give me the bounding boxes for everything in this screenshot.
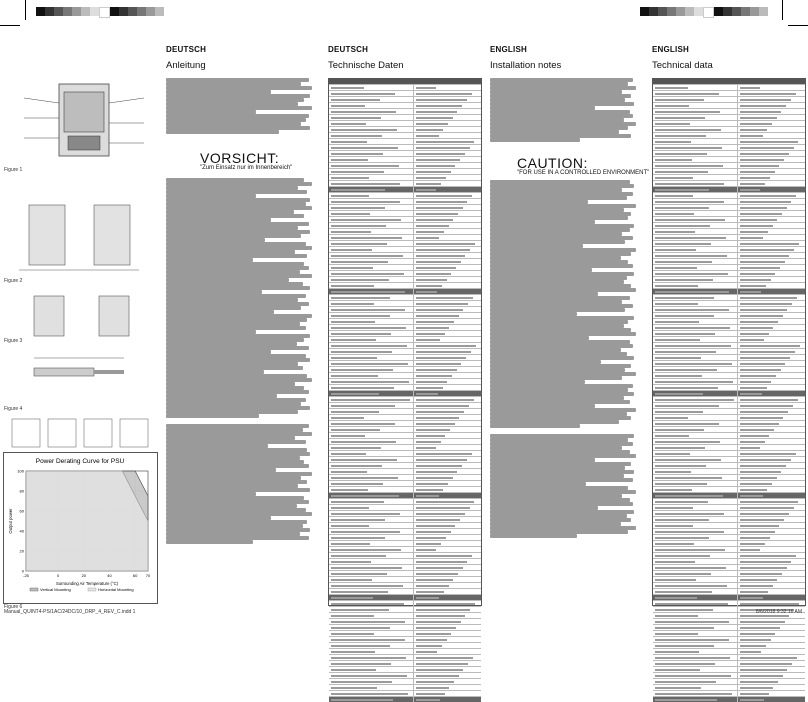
y-axis-label: Output power bbox=[8, 508, 13, 534]
spec-row bbox=[329, 168, 481, 174]
spec-row bbox=[653, 462, 805, 468]
spec-row bbox=[653, 360, 805, 366]
spec-row bbox=[653, 246, 805, 252]
legend-label: Vertical Mounting bbox=[40, 587, 71, 592]
spec-row bbox=[329, 432, 481, 438]
spec-row bbox=[653, 504, 805, 510]
spec-row bbox=[329, 396, 481, 402]
column-title: Installation notes bbox=[490, 60, 562, 71]
spec-row bbox=[329, 474, 481, 480]
y-tick-label: 0 bbox=[21, 568, 24, 574]
spec-row bbox=[653, 282, 805, 288]
spec-row bbox=[329, 456, 481, 462]
spec-row bbox=[653, 366, 805, 372]
spec-row bbox=[653, 432, 805, 438]
spec-row bbox=[653, 288, 805, 294]
spec-row bbox=[653, 108, 805, 114]
spec-row bbox=[653, 264, 805, 270]
spec-row bbox=[329, 222, 481, 228]
spec-row bbox=[653, 186, 805, 192]
figure-label: Figure 4 bbox=[4, 406, 23, 412]
spec-row bbox=[329, 468, 481, 474]
figure-1 bbox=[4, 78, 154, 170]
spec-row bbox=[329, 582, 481, 588]
spec-row bbox=[653, 576, 805, 582]
spec-row bbox=[653, 522, 805, 528]
spec-row bbox=[329, 630, 481, 636]
spec-row bbox=[653, 558, 805, 564]
spec-row bbox=[329, 246, 481, 252]
spec-row bbox=[653, 384, 805, 390]
spec-row bbox=[653, 672, 805, 678]
spec-row bbox=[653, 300, 805, 306]
spec-row bbox=[653, 582, 805, 588]
spec-row bbox=[653, 192, 805, 198]
spec-row bbox=[329, 546, 481, 552]
spec-row bbox=[653, 642, 805, 648]
spec-row bbox=[653, 114, 805, 120]
spec-row bbox=[329, 678, 481, 684]
spec-row bbox=[329, 126, 481, 132]
spec-row bbox=[653, 156, 805, 162]
spec-row bbox=[329, 690, 481, 696]
spec-row bbox=[329, 252, 481, 258]
spec-row bbox=[329, 318, 481, 324]
figure-5 bbox=[4, 415, 154, 453]
y-tick-label: 80 bbox=[19, 488, 24, 494]
spec-row bbox=[329, 414, 481, 420]
spec-row bbox=[653, 600, 805, 606]
spec-row bbox=[329, 210, 481, 216]
spec-row bbox=[329, 570, 481, 576]
warning-subtitle: "Zum Einsatz nur im Innenbereich" bbox=[200, 165, 293, 171]
color-registration-bar-left bbox=[36, 7, 164, 16]
spec-row bbox=[329, 348, 481, 354]
spec-row bbox=[329, 552, 481, 558]
spec-row bbox=[653, 126, 805, 132]
spec-row bbox=[329, 198, 481, 204]
spec-row bbox=[329, 516, 481, 522]
column-language: ENGLISH bbox=[652, 45, 689, 54]
x-tick-label: 40 bbox=[107, 573, 112, 578]
crop-mark bbox=[25, 0, 26, 20]
spec-row bbox=[653, 354, 805, 360]
series-area bbox=[26, 471, 148, 571]
spec-row bbox=[329, 354, 481, 360]
spec-row bbox=[653, 456, 805, 462]
figure-3 bbox=[4, 290, 154, 342]
spec-row bbox=[329, 486, 481, 492]
spec-row bbox=[653, 426, 805, 432]
spec-row bbox=[653, 630, 805, 636]
rail-drawing-icon bbox=[4, 290, 154, 342]
spec-row bbox=[653, 636, 805, 642]
footer-file-info: Manual_QUINT4-PS/1AC/24DC/10_DRP_4_REV_C.indd 1 bbox=[4, 609, 136, 615]
spec-row bbox=[329, 330, 481, 336]
spec-row bbox=[653, 618, 805, 624]
spec-row bbox=[653, 138, 805, 144]
spec-row bbox=[653, 342, 805, 348]
spec-row bbox=[653, 198, 805, 204]
spec-row bbox=[329, 600, 481, 606]
crop-mark bbox=[788, 25, 808, 26]
spec-row bbox=[653, 654, 805, 660]
spec-row bbox=[653, 228, 805, 234]
spec-row bbox=[653, 444, 805, 450]
spec-row bbox=[653, 216, 805, 222]
y-tick-label: 20 bbox=[19, 548, 24, 554]
spec-row bbox=[653, 120, 805, 126]
column-title: Technische Daten bbox=[328, 60, 404, 71]
column-language: DEUTSCH bbox=[328, 45, 369, 54]
spec-row bbox=[329, 606, 481, 612]
spec-row bbox=[329, 360, 481, 366]
spec-row bbox=[329, 108, 481, 114]
x-tick-label: 0 bbox=[56, 573, 60, 578]
spec-row bbox=[653, 498, 805, 504]
figure-label: Figure 2 bbox=[4, 278, 23, 284]
spec-row bbox=[653, 468, 805, 474]
spec-row bbox=[329, 618, 481, 624]
spec-row bbox=[653, 696, 805, 702]
spec-row bbox=[653, 84, 805, 90]
wire-strip-drawing-icon bbox=[4, 350, 154, 410]
spec-row bbox=[653, 306, 805, 312]
body-text-de-install bbox=[166, 78, 316, 134]
spec-row bbox=[329, 660, 481, 666]
spec-row bbox=[653, 438, 805, 444]
warning-title: CAUTION: bbox=[517, 155, 588, 171]
legend-label: Horizontal Mounting bbox=[98, 587, 134, 592]
warning-subtitle: "FOR USE IN A CONTROLLED ENVIRONMENT" bbox=[517, 170, 650, 176]
spec-row bbox=[653, 90, 805, 96]
spec-row bbox=[653, 510, 805, 516]
crop-mark bbox=[0, 25, 20, 26]
wiring-diagram-icon bbox=[4, 415, 154, 453]
spec-row bbox=[329, 402, 481, 408]
spec-row bbox=[329, 372, 481, 378]
spec-row bbox=[653, 258, 805, 264]
spec-row bbox=[329, 90, 481, 96]
spec-row bbox=[329, 138, 481, 144]
spec-row bbox=[653, 402, 805, 408]
spec-row bbox=[653, 324, 805, 330]
body-text-en-install-2 bbox=[490, 180, 640, 538]
spec-row bbox=[329, 366, 481, 372]
figure-label: Figure 1 bbox=[4, 167, 23, 173]
spec-row bbox=[653, 210, 805, 216]
spec-row bbox=[653, 318, 805, 324]
figure-label: Figure 6 bbox=[4, 604, 23, 610]
figure-4 bbox=[4, 350, 154, 410]
body-text-en-install bbox=[490, 78, 640, 142]
spec-row bbox=[329, 342, 481, 348]
spec-row bbox=[329, 288, 481, 294]
spec-row bbox=[653, 96, 805, 102]
figure-label: Figure 3 bbox=[4, 338, 23, 344]
x-axis-label: Surrounding Air Temperature (°C) bbox=[55, 581, 119, 586]
spec-row bbox=[653, 372, 805, 378]
spec-row bbox=[329, 588, 481, 594]
spec-row bbox=[653, 204, 805, 210]
spec-row bbox=[653, 174, 805, 180]
spec-row bbox=[329, 186, 481, 192]
spec-row bbox=[329, 408, 481, 414]
spec-row bbox=[329, 384, 481, 390]
derating-chart bbox=[3, 452, 158, 604]
spec-row bbox=[329, 216, 481, 222]
legend-swatch bbox=[30, 588, 38, 591]
spec-row bbox=[653, 420, 805, 426]
y-tick-label: 100 bbox=[17, 468, 24, 474]
spec-row bbox=[653, 390, 805, 396]
spec-row bbox=[653, 648, 805, 654]
spec-row bbox=[653, 546, 805, 552]
spec-row bbox=[329, 84, 481, 90]
spec-table-en bbox=[652, 78, 806, 606]
spec-row bbox=[329, 270, 481, 276]
spec-row bbox=[329, 234, 481, 240]
spec-row bbox=[653, 570, 805, 576]
spec-row bbox=[653, 486, 805, 492]
spec-row bbox=[653, 552, 805, 558]
spec-row bbox=[329, 276, 481, 282]
legend-swatch bbox=[88, 588, 96, 591]
spec-row bbox=[329, 642, 481, 648]
spec-row bbox=[329, 390, 481, 396]
spec-row bbox=[653, 624, 805, 630]
spec-row bbox=[653, 474, 805, 480]
mounting-drawing-icon bbox=[4, 200, 154, 280]
spec-row bbox=[653, 252, 805, 258]
spec-row bbox=[329, 612, 481, 618]
spec-row bbox=[653, 660, 805, 666]
spec-row bbox=[329, 300, 481, 306]
crop-mark bbox=[782, 0, 783, 20]
footer-timestamp: 8/6/2018 9:32:16 AM bbox=[755, 609, 802, 615]
spec-row bbox=[653, 168, 805, 174]
spec-row bbox=[329, 684, 481, 690]
spec-row bbox=[653, 330, 805, 336]
color-registration-bar-right bbox=[640, 7, 768, 16]
spec-row bbox=[329, 294, 481, 300]
spec-row bbox=[329, 510, 481, 516]
spec-row bbox=[653, 450, 805, 456]
spec-row bbox=[653, 270, 805, 276]
spec-row bbox=[329, 672, 481, 678]
x-tick-label: 70 bbox=[145, 573, 151, 578]
chart-title: Power Derating Curve for PSU bbox=[35, 458, 125, 465]
spec-row bbox=[653, 540, 805, 546]
spec-row bbox=[653, 690, 805, 696]
column-language: DEUTSCH bbox=[166, 45, 207, 54]
spec-row bbox=[329, 132, 481, 138]
column-title: Anleitung bbox=[166, 60, 206, 71]
spec-row bbox=[329, 666, 481, 672]
spec-row bbox=[329, 438, 481, 444]
spec-row bbox=[653, 480, 805, 486]
spec-row bbox=[653, 234, 805, 240]
spec-row bbox=[653, 564, 805, 570]
spec-row bbox=[329, 180, 481, 186]
spec-row bbox=[329, 192, 481, 198]
spec-row bbox=[329, 96, 481, 102]
spec-row bbox=[329, 378, 481, 384]
x-tick-label: 20 bbox=[81, 573, 87, 578]
spec-row bbox=[329, 564, 481, 570]
spec-row bbox=[329, 522, 481, 528]
spec-row bbox=[329, 240, 481, 246]
spec-row bbox=[329, 120, 481, 126]
spec-row bbox=[653, 414, 805, 420]
spec-row bbox=[329, 258, 481, 264]
spec-row bbox=[329, 624, 481, 630]
spec-row bbox=[329, 114, 481, 120]
y-tick-label: 40 bbox=[19, 528, 24, 534]
spec-row bbox=[653, 516, 805, 522]
spec-row bbox=[329, 462, 481, 468]
spec-row bbox=[329, 282, 481, 288]
spec-row bbox=[653, 294, 805, 300]
spec-row bbox=[653, 222, 805, 228]
column-title: Technical data bbox=[652, 60, 713, 71]
y-tick-label: 60 bbox=[19, 508, 24, 514]
spec-row bbox=[329, 312, 481, 318]
spec-row bbox=[653, 336, 805, 342]
spec-row bbox=[329, 648, 481, 654]
spec-row bbox=[329, 636, 481, 642]
figure-2 bbox=[4, 200, 154, 280]
spec-row bbox=[329, 336, 481, 342]
spec-row bbox=[329, 498, 481, 504]
spec-row bbox=[653, 594, 805, 600]
chart-svg bbox=[4, 453, 157, 603]
spec-row bbox=[329, 156, 481, 162]
spec-row bbox=[653, 492, 805, 498]
spec-row bbox=[653, 666, 805, 672]
warning-title: VORSICHT: bbox=[200, 150, 280, 166]
spec-row bbox=[653, 528, 805, 534]
spec-row bbox=[329, 228, 481, 234]
spec-row bbox=[653, 180, 805, 186]
spec-row bbox=[329, 444, 481, 450]
spec-row bbox=[329, 144, 481, 150]
spec-row bbox=[329, 150, 481, 156]
spec-row bbox=[653, 378, 805, 384]
device-drawing-icon bbox=[4, 78, 154, 170]
spec-row bbox=[329, 450, 481, 456]
spec-row bbox=[329, 306, 481, 312]
spec-row bbox=[329, 534, 481, 540]
spec-row bbox=[329, 420, 481, 426]
spec-row bbox=[329, 594, 481, 600]
spec-row bbox=[329, 696, 481, 702]
spec-row bbox=[329, 324, 481, 330]
spec-row bbox=[329, 162, 481, 168]
spec-row bbox=[653, 396, 805, 402]
spec-row bbox=[329, 174, 481, 180]
body-text-de-install-2 bbox=[166, 178, 316, 544]
spec-row bbox=[329, 204, 481, 210]
spec-row bbox=[653, 348, 805, 354]
spec-row bbox=[653, 144, 805, 150]
spec-row bbox=[653, 408, 805, 414]
spec-row bbox=[329, 654, 481, 660]
spec-row bbox=[329, 540, 481, 546]
spec-row bbox=[329, 480, 481, 486]
column-language: ENGLISH bbox=[490, 45, 527, 54]
x-tick-label: 60 bbox=[132, 573, 138, 578]
spec-row bbox=[329, 576, 481, 582]
spec-row bbox=[329, 558, 481, 564]
spec-row bbox=[653, 102, 805, 108]
spec-row bbox=[653, 534, 805, 540]
spec-row bbox=[653, 588, 805, 594]
spec-row bbox=[653, 132, 805, 138]
spec-row bbox=[329, 504, 481, 510]
spec-row bbox=[653, 276, 805, 282]
spec-row bbox=[329, 426, 481, 432]
spec-row bbox=[653, 312, 805, 318]
spec-row bbox=[653, 684, 805, 690]
spec-row bbox=[653, 150, 805, 156]
spec-row bbox=[653, 240, 805, 246]
spec-row bbox=[329, 528, 481, 534]
spec-row bbox=[653, 678, 805, 684]
spec-row bbox=[329, 264, 481, 270]
spec-row bbox=[653, 162, 805, 168]
spec-table-de bbox=[328, 78, 482, 606]
x-tick-label: -25 bbox=[23, 573, 29, 578]
spec-row bbox=[329, 102, 481, 108]
spec-row bbox=[329, 492, 481, 498]
